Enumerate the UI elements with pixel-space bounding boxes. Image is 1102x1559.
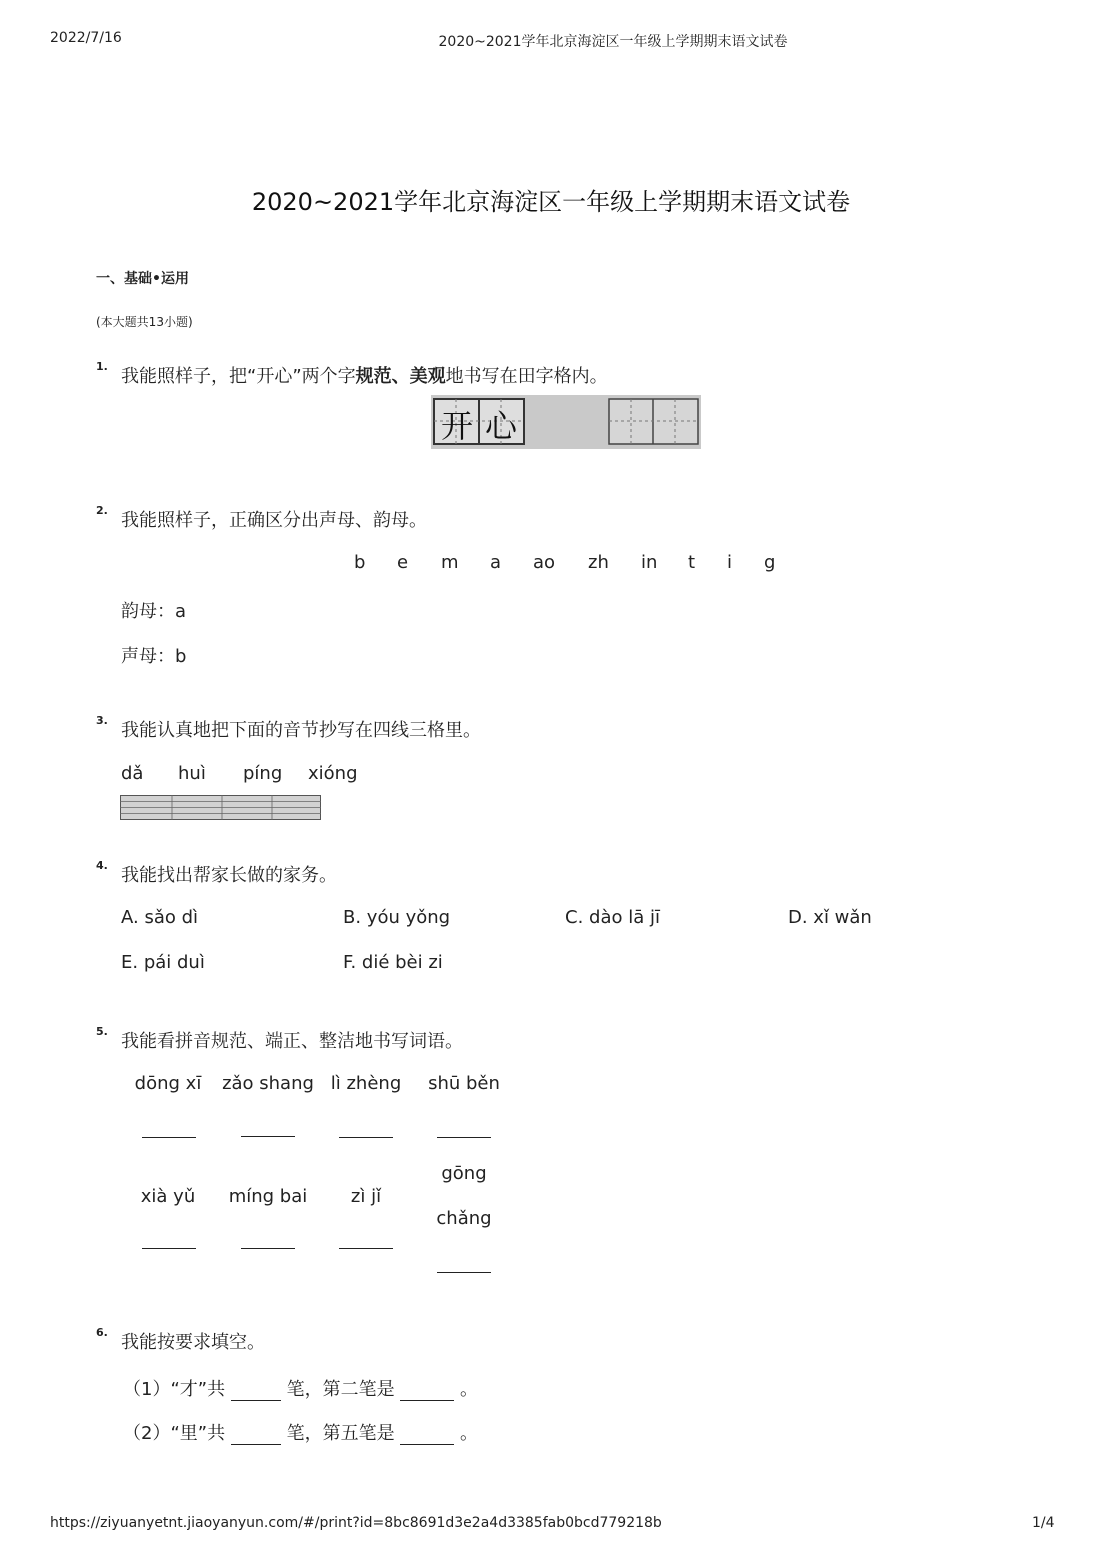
answer-blank[interactable] (231, 1379, 281, 1401)
word-pinyin-top: gōng (441, 1163, 487, 1184)
option-f: F. dié bèi zi (343, 952, 443, 973)
sample-char-1: 开 (440, 407, 473, 445)
answer-blank[interactable] (437, 1137, 491, 1138)
answer-blank[interactable] (241, 1136, 295, 1137)
answer-blank[interactable] (142, 1248, 196, 1249)
letter-item: t (688, 552, 696, 573)
section-heading: 一、基础•运用 (96, 271, 189, 287)
option-b: B. yóu yǒng (343, 907, 451, 928)
letter-item: g (764, 552, 776, 573)
letter-item: zh (588, 552, 609, 573)
four-line-grid (120, 795, 322, 821)
question-text-1: 我能照样子，把“开心”两个字规范、美观地书写在田字格内。 (121, 366, 608, 387)
question-number-3: 3. (96, 714, 108, 727)
word-pinyin: xià yǔ (140, 1186, 196, 1207)
letter-item: e (397, 552, 409, 573)
answer-blank[interactable] (339, 1137, 393, 1138)
letter-item: ao (533, 552, 556, 573)
question-text-5: 我能看拼音规范、端正、整洁地书写词语。 (121, 1031, 463, 1052)
option-a: A. sǎo dì (121, 907, 199, 928)
question-text-4: 我能找出帮家长做的家务。 (121, 865, 337, 886)
yunmu-answer: 韵母：a (121, 601, 187, 622)
word-pinyin: lì zhèng (330, 1073, 402, 1094)
answer-blank[interactable] (339, 1248, 393, 1249)
footer-url[interactable]: https://ziyuanyetnt.jiaoyanyun.com/#/print?id=8bc8691d3e2a4d3385fab0bcd779218b (50, 1515, 662, 1531)
syllable-item: xióng (308, 763, 358, 784)
option-c: C. dào lā jī (565, 907, 660, 928)
question-number-2: 2. (96, 504, 108, 517)
option-d: D. xǐ wǎn (788, 907, 872, 928)
question-number-6: 6. (96, 1326, 108, 1339)
tianzige-image (431, 395, 701, 449)
sample-char-2: 心 (484, 407, 517, 445)
answer-blank[interactable] (400, 1423, 454, 1445)
letter-item: b (354, 552, 366, 573)
word-pinyin: míng bai (228, 1186, 308, 1207)
letter-item: m (441, 552, 459, 573)
question-text-3: 我能认真地把下面的音节抄写在四线三格里。 (121, 720, 481, 741)
letter-item: a (490, 552, 502, 573)
header-doc-title: 2020~2021学年北京海淀区一年级上学期期末语文试卷 (438, 34, 788, 50)
syllable-item: píng (243, 763, 283, 784)
syllable-item: huì (178, 763, 206, 784)
question-text-2: 我能照样子，正确区分出声母、韵母。 (121, 510, 427, 531)
question-number-1: 1. (96, 360, 108, 373)
syllable-item: dǎ (121, 763, 144, 784)
letter-item: i (727, 552, 733, 573)
question-number-5: 5. (96, 1025, 108, 1038)
question-number-4: 4. (96, 859, 108, 872)
word-pinyin: zǎo shang (222, 1073, 314, 1094)
answer-blank[interactable] (437, 1272, 491, 1273)
section-note: (本大题共13小题) (96, 315, 193, 329)
option-e: E. pái duì (121, 952, 205, 973)
answer-blank[interactable] (231, 1423, 281, 1445)
fill-line-2: （2）“里”共 笔，第五笔是 。 (123, 1423, 479, 1444)
fill-line-1: （1）“才”共 笔，第二笔是 。 (123, 1379, 479, 1400)
footer-page-number: 1/4 (1032, 1515, 1055, 1531)
word-pinyin-bottom: chǎng (436, 1208, 492, 1229)
word-pinyin: shū běn (428, 1073, 500, 1094)
answer-blank[interactable] (142, 1137, 196, 1138)
answer-blank[interactable] (241, 1248, 295, 1249)
word-pinyin: dōng xī (134, 1073, 202, 1094)
shengmu-answer: 声母：b (121, 646, 187, 667)
word-pinyin: zì jǐ (350, 1186, 382, 1207)
page-title: 2020~2021学年北京海淀区一年级上学期期末语文试卷 (251, 188, 851, 216)
letter-item: in (641, 552, 658, 573)
answer-blank[interactable] (400, 1379, 454, 1401)
header-date: 2022/7/16 (50, 30, 122, 46)
question-text-6: 我能按要求填空。 (121, 1332, 265, 1353)
